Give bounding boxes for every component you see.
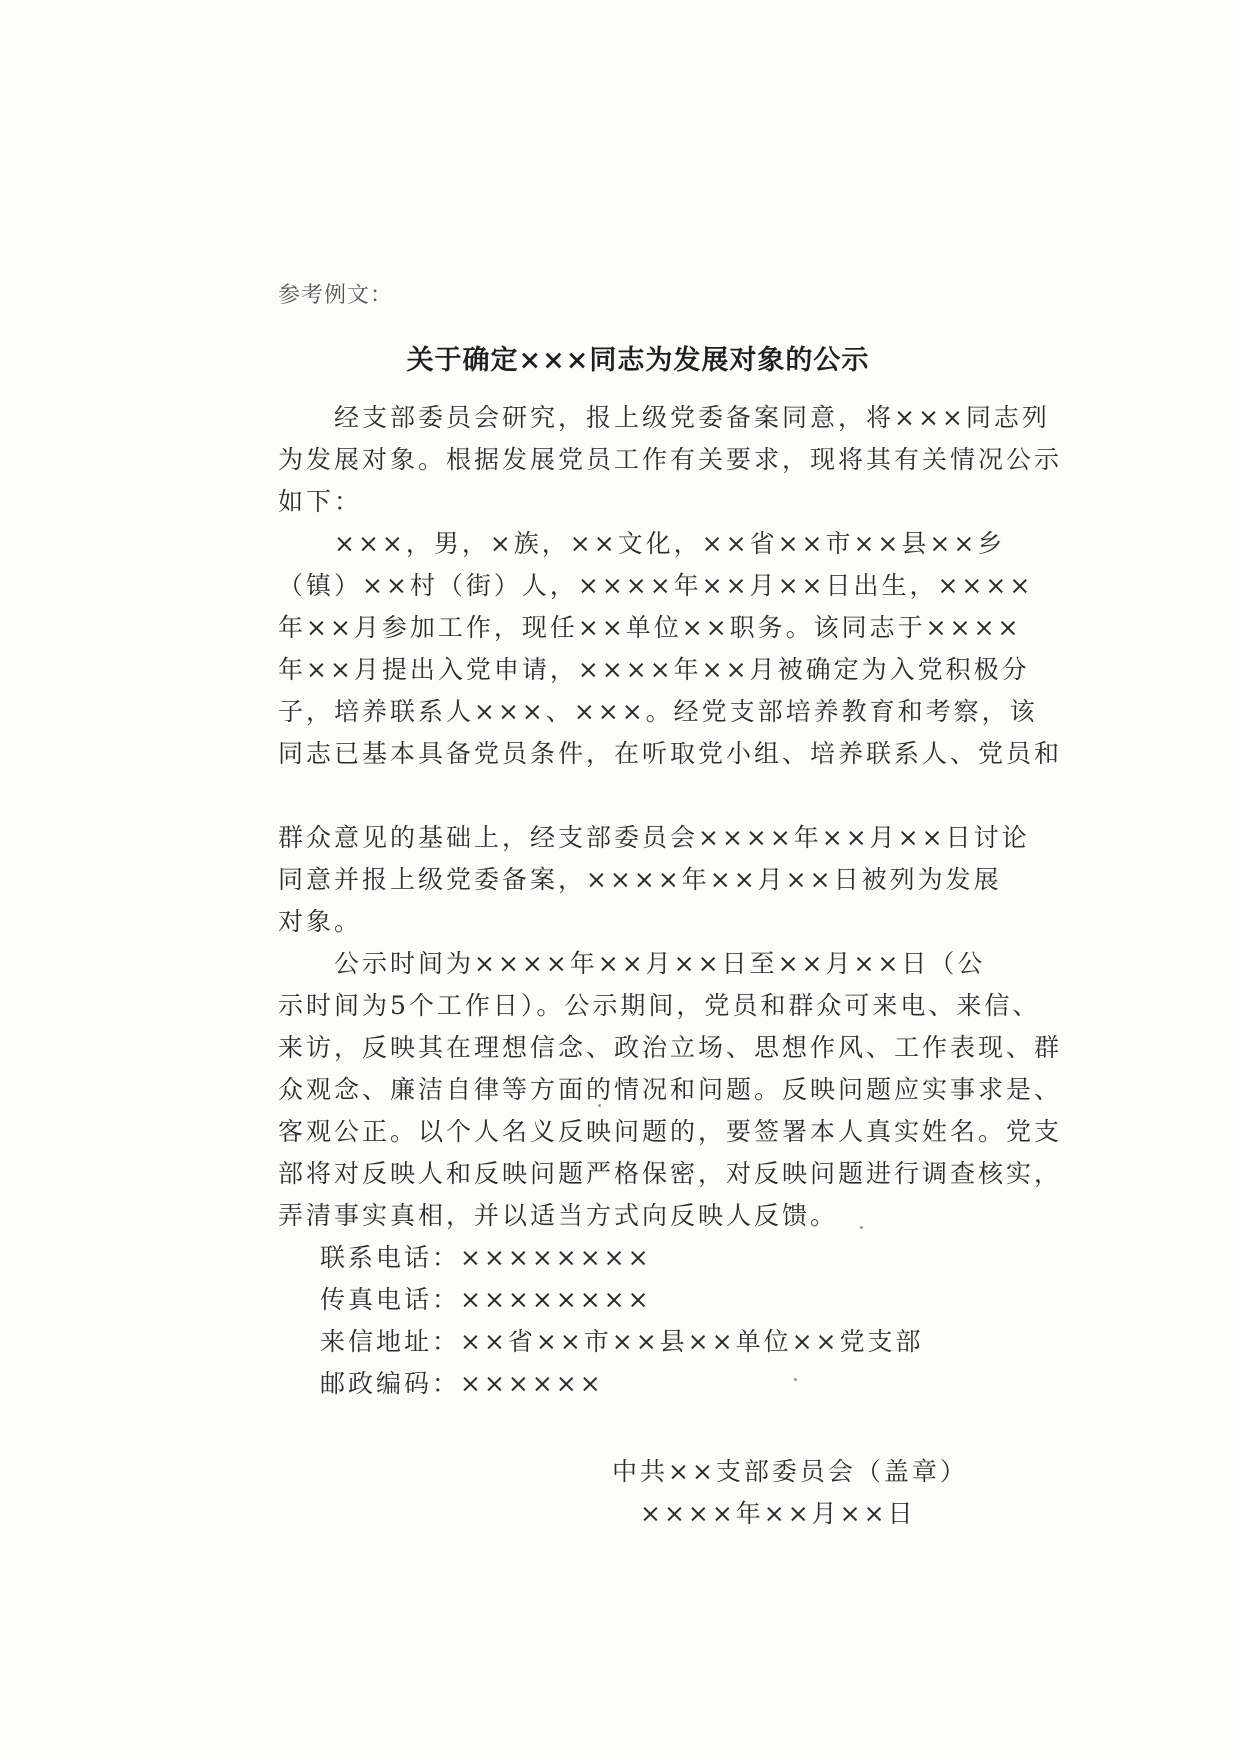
contact-fax: 传真电话：×××××××× xyxy=(320,1285,652,1314)
body-line: 经支部委员会研究，报上级党委备案同意，将×××同志列 xyxy=(278,403,1050,432)
body-line: 弄清事实真相，并以适当方式向反映人反馈。 xyxy=(278,1201,839,1230)
body-line: 同意并报上级党委备案，××××年××月××日被列为发展 xyxy=(278,865,1002,894)
body-line: 年××月提出入党申请，××××年××月被确定为入党积极分 xyxy=(278,655,1030,684)
body-line: （镇）××村（街）人，××××年××月××日出生，×××× xyxy=(278,571,1034,600)
body-line: 客观公正。以个人名义反映问题的，要签署本人真实姓名。党支 xyxy=(278,1117,1063,1146)
body-line: 对象。 xyxy=(278,907,363,936)
signature-org: 中共××支部委员会（盖章） xyxy=(612,1457,968,1486)
signature-date: ××××年××月××日 xyxy=(640,1499,916,1528)
body-line: 来访，反映其在理想信念、政治立场、思想作风、工作表现、群 xyxy=(278,1033,1063,1062)
body-line: 群众意见的基础上，经支部委员会××××年××月××日讨论 xyxy=(278,823,1030,852)
scan-speck xyxy=(794,1378,797,1381)
body-line: 部将对反映人和反映问题严格保密，对反映问题进行调查核实， xyxy=(278,1159,1063,1188)
document-title: 关于确定×××同志为发展对象的公示 xyxy=(406,345,870,376)
body-line: 公示时间为××××年××月××日至××月××日（公 xyxy=(278,949,986,978)
body-line: 示时间为5个工作日）。公示期间，党员和群众可来电、来信、 xyxy=(278,991,1041,1020)
scan-speck xyxy=(598,1104,601,1107)
contact-phone: 联系电话：×××××××× xyxy=(320,1243,652,1272)
contact-postcode: 邮政编码：×××××× xyxy=(320,1369,604,1398)
body-line: ×××，男，×族，××文化，××省××市××县××乡 xyxy=(278,529,1006,558)
reference-example-label: 参考例文： xyxy=(278,283,394,308)
body-line: 年××月参加工作，现任××单位××职务。该同志于×××× xyxy=(278,613,1022,642)
body-line: 如下： xyxy=(278,487,363,516)
scan-speck xyxy=(860,1226,863,1229)
body-line: 同志已基本具备党员条件，在听取党小组、培养联系人、党员和 xyxy=(278,739,1063,768)
contact-address: 来信地址：××省××市××县××单位××党支部 xyxy=(320,1327,924,1356)
body-line: 子，培养联系人×××、×××。经党支部培养教育和考察，该 xyxy=(278,697,1038,726)
body-line: 众观念、廉洁自律等方面的情况和问题。反映问题应实事求是、 xyxy=(278,1075,1063,1104)
body-line: 为发展对象。根据发展党员工作有关要求，现将其有关情况公示 xyxy=(278,445,1063,474)
